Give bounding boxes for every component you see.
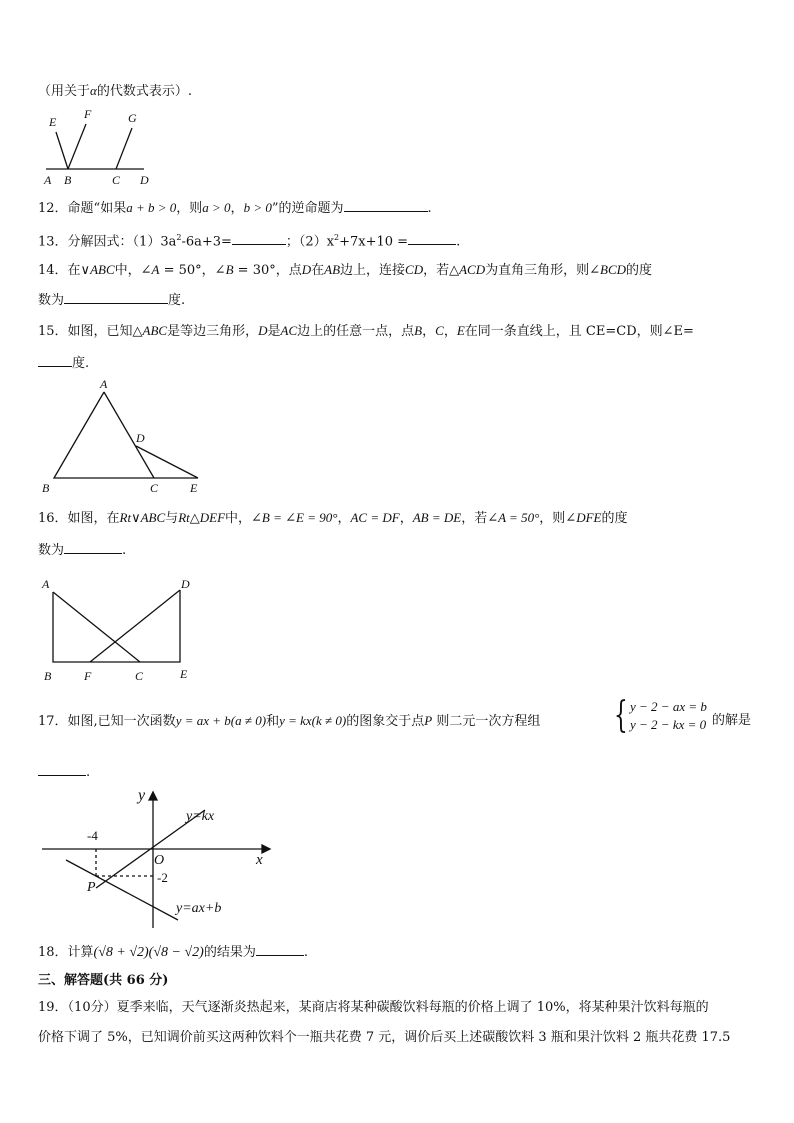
fig15-label-e: E — [190, 481, 198, 495]
answer-blank-q13-2[interactable] — [408, 231, 456, 245]
figure-q16 — [40, 572, 200, 690]
answer-blank-q18[interactable] — [256, 942, 304, 956]
fig17-label-y: y — [138, 787, 146, 804]
question-14-line-1: 14．在∨ABC中，∠A = 50°，∠B = 30°，点D在AB边上，连接CD，若△ACD为直角三角形，则∠BCD的度 — [38, 262, 653, 278]
q11-tail: （用关于α的代数式表示）. — [38, 83, 192, 99]
fig15-label-c: C — [150, 481, 159, 495]
section-heading: 三、解答题(共 66 分) — [38, 973, 169, 988]
fig11-ray-be — [56, 132, 68, 169]
fig15-label-d: D — [136, 431, 145, 445]
fig11-label-f: F — [84, 107, 92, 121]
question-19-line-1: 19．（10分）夏季来临，天气逐渐炎热起来，某商店将某种碳酸饮料每瓶的价格上调了 10%，将某种果汁饮料每瓶的 — [38, 1000, 709, 1015]
equation-system-brace: { — [614, 695, 628, 736]
question-13: 13．分解因式：$(1)3a^2-6a+3=$ ；$(2)x^2+7x+10$ = . — [38, 233, 461, 250]
fig16-segment-ac — [53, 592, 140, 662]
answer-blank-q16[interactable] — [64, 540, 122, 554]
answer-blank-q14[interactable] — [64, 290, 168, 304]
fig11-label-g: G — [128, 111, 137, 125]
figure-q15 — [38, 378, 218, 496]
fig16-label-d: D — [181, 577, 190, 591]
fig16-label-f: F — [84, 669, 92, 683]
fig17-label-minus4: -4 — [87, 828, 98, 843]
fig17-label-yaxb: y=ax+b — [176, 901, 222, 916]
fig11-label-d: D — [140, 173, 149, 187]
fig15-side-ac — [104, 392, 154, 478]
fig17-label-x: x — [256, 852, 263, 868]
figure-q17 — [40, 788, 280, 938]
question-14-line-2: 数为 度. — [38, 290, 185, 310]
question-17-line-1: 17．如图,已知一次函数y = ax + b(a ≠ 0)和y = kx(k ≠ 0)的图象交于点P 则二元一次方程组 — [38, 713, 541, 729]
answer-blank-q15[interactable] — [38, 353, 72, 367]
fig15-triangle-left — [54, 392, 198, 478]
question-17-line-2: . — [38, 762, 90, 782]
fig17-label-p: P — [87, 880, 96, 895]
equation-system — [618, 698, 707, 734]
fig11-ray-cg — [116, 128, 132, 169]
question-19-line-2: 价格下调了 5%，已知调价前买这两种饮料个一瓶共花费 7 元，调价后买上述碳酸饮料 3 瓶和果汁饮料 2 瓶共花费 17.5 — [38, 1030, 731, 1045]
fig16-label-e: E — [180, 667, 188, 681]
question-18: 18．计算(√8 + √2)(√8 − √2)的结果为 . — [38, 942, 308, 962]
fig11-label-a: A — [44, 173, 52, 187]
answer-blank-q12[interactable] — [344, 198, 428, 212]
fig17-label-ykx: y=kx — [186, 809, 215, 824]
fig16-outline — [53, 590, 180, 662]
equation-1: y − 2 − ax = b — [630, 699, 707, 714]
answer-blank-q17[interactable] — [38, 762, 86, 776]
fig11-ray-bf — [68, 124, 86, 169]
fig11-label-c: C — [112, 173, 121, 187]
figure-q11 — [40, 107, 160, 190]
question-16-line-1: 16．如图，在Rt∨ABC与Rt△DEF中，∠B = ∠E = 90°，AC = DF，AB = DE，若∠A = 50°，则∠DFE的度 — [38, 510, 628, 526]
fig17-label-minus2: -2 — [157, 870, 168, 885]
fig16-label-b: B — [44, 669, 52, 683]
fig17-x-arrow — [262, 845, 270, 853]
equation-2: y − 2 − kx = 0 — [630, 717, 707, 732]
fig16-label-c: C — [135, 669, 144, 683]
question-16-line-2: 数为 . — [38, 540, 126, 560]
question-15-line-1: 15．如图，已知△ABC是等边三角形，D是AC边上的任意一点，点B，C，E在同一条直线上，且 CE=CD，则∠E= — [38, 323, 694, 339]
fig17-y-arrow — [149, 792, 157, 800]
question-17-line-1-end: 的解是 — [712, 713, 752, 728]
question-12: 12．命题“如果a + b > 0，则a > 0，b > 0”的逆命题为 . — [38, 200, 432, 216]
fig16-label-a: A — [42, 577, 50, 591]
fig11-label-b: B — [64, 173, 72, 187]
question-15-line-2: 度. — [38, 353, 89, 373]
fig15-label-b: B — [42, 481, 50, 495]
answer-blank-q13-1[interactable] — [232, 231, 286, 245]
fig11-label-e: E — [49, 115, 57, 129]
fig17-label-o: O — [154, 853, 165, 868]
fig16-segment-df — [90, 590, 180, 662]
fig15-label-a: A — [100, 377, 108, 391]
